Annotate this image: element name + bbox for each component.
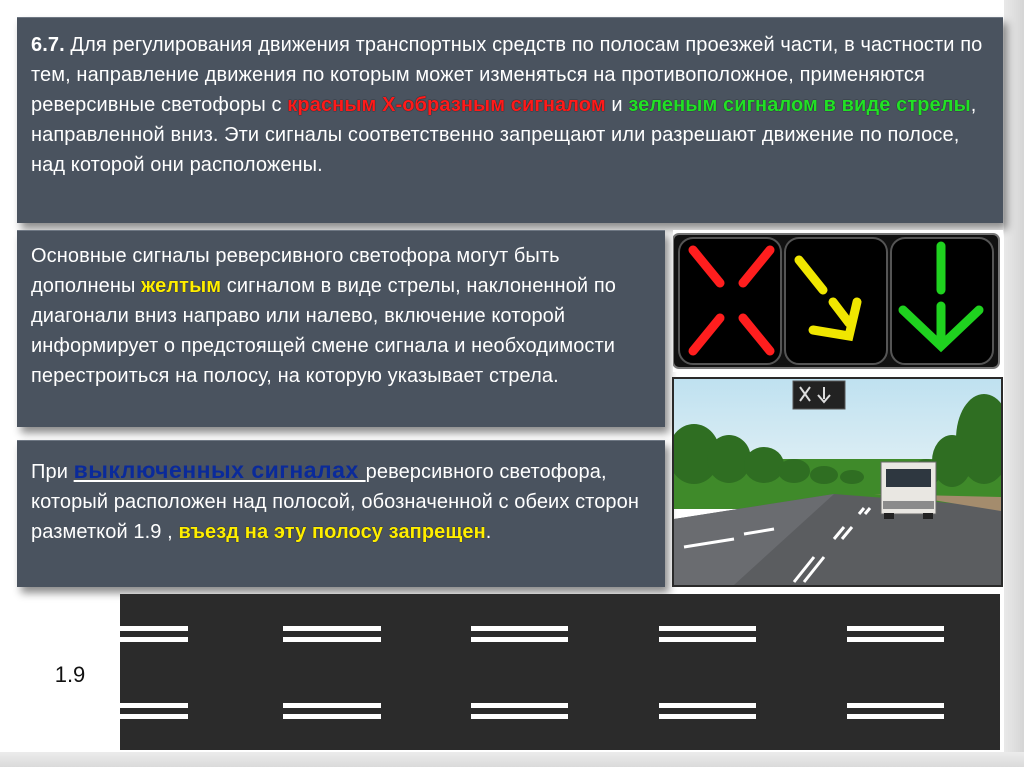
rule-text-part-2: и (605, 94, 629, 116)
entry-forbidden-phrase: въезд на эту полосу запрещен (178, 521, 486, 543)
reversible-signals-image (673, 230, 1003, 372)
overhead-signal-icon (793, 381, 845, 409)
off-text-part-3: . (485, 521, 492, 543)
page-edge-bottom (0, 752, 1024, 767)
green-signal-phrase: зеленым сигналом в виде стрелы (628, 94, 971, 116)
off-signals-phrase: выключенных сигналах (73, 457, 366, 483)
off-text-part-2: реверсивного светофора, который расположен над полосой, обозначенной с обеих сторон разметкой 1.9 , (31, 461, 640, 543)
yellow-signal-text (17, 231, 665, 391)
rule-text-part-3: , направленной вниз. Эти сигналы соответственно запрещают или разрешают движение по полосе, над которой они расположены. (31, 94, 977, 176)
rule-panel-6-7 (17, 17, 1003, 223)
road-marking-1-9-figure (120, 594, 1000, 750)
rule-text (17, 18, 1003, 180)
off-signals-text (17, 441, 665, 547)
yellow-word: желтым (141, 275, 222, 297)
red-signal-phrase: красным Х-образным сигналом (287, 94, 606, 116)
yellow-text-part-1: Основные сигналы реверсивного светофора могут быть дополнены (31, 245, 560, 297)
road-marking-svg (120, 594, 1000, 750)
bus-icon (881, 462, 936, 519)
marking-dashes-top (120, 626, 944, 642)
marking-dashes-bottom (120, 703, 944, 719)
reversible-signals-svg (673, 230, 1003, 372)
rule-number: 6.7. (31, 34, 65, 56)
off-text-part-1: При (31, 461, 74, 483)
marking-number-label: 1.9 (54, 662, 86, 687)
page-edge-right (1004, 0, 1024, 767)
road-scene-svg (674, 379, 1001, 585)
yellow-signal-panel (17, 230, 665, 427)
off-signals-panel (17, 440, 665, 587)
road-with-bus-image (672, 377, 1003, 587)
yellow-text-part-2: сигналом в виде стрелы, наклоненной по диагонали вниз направо или налево, включение которой информирует о предстоящей смене сигнала и необходимости перестроиться на полосу, на которую указывает стрела. (31, 275, 617, 387)
rule-text-part-1: Для регулирования движения транспортных средств по полосам проезжей части, в частности по тем, направление движения по которым может изменяться на противоположное, применяются реверсивные светофоры с (31, 34, 983, 116)
